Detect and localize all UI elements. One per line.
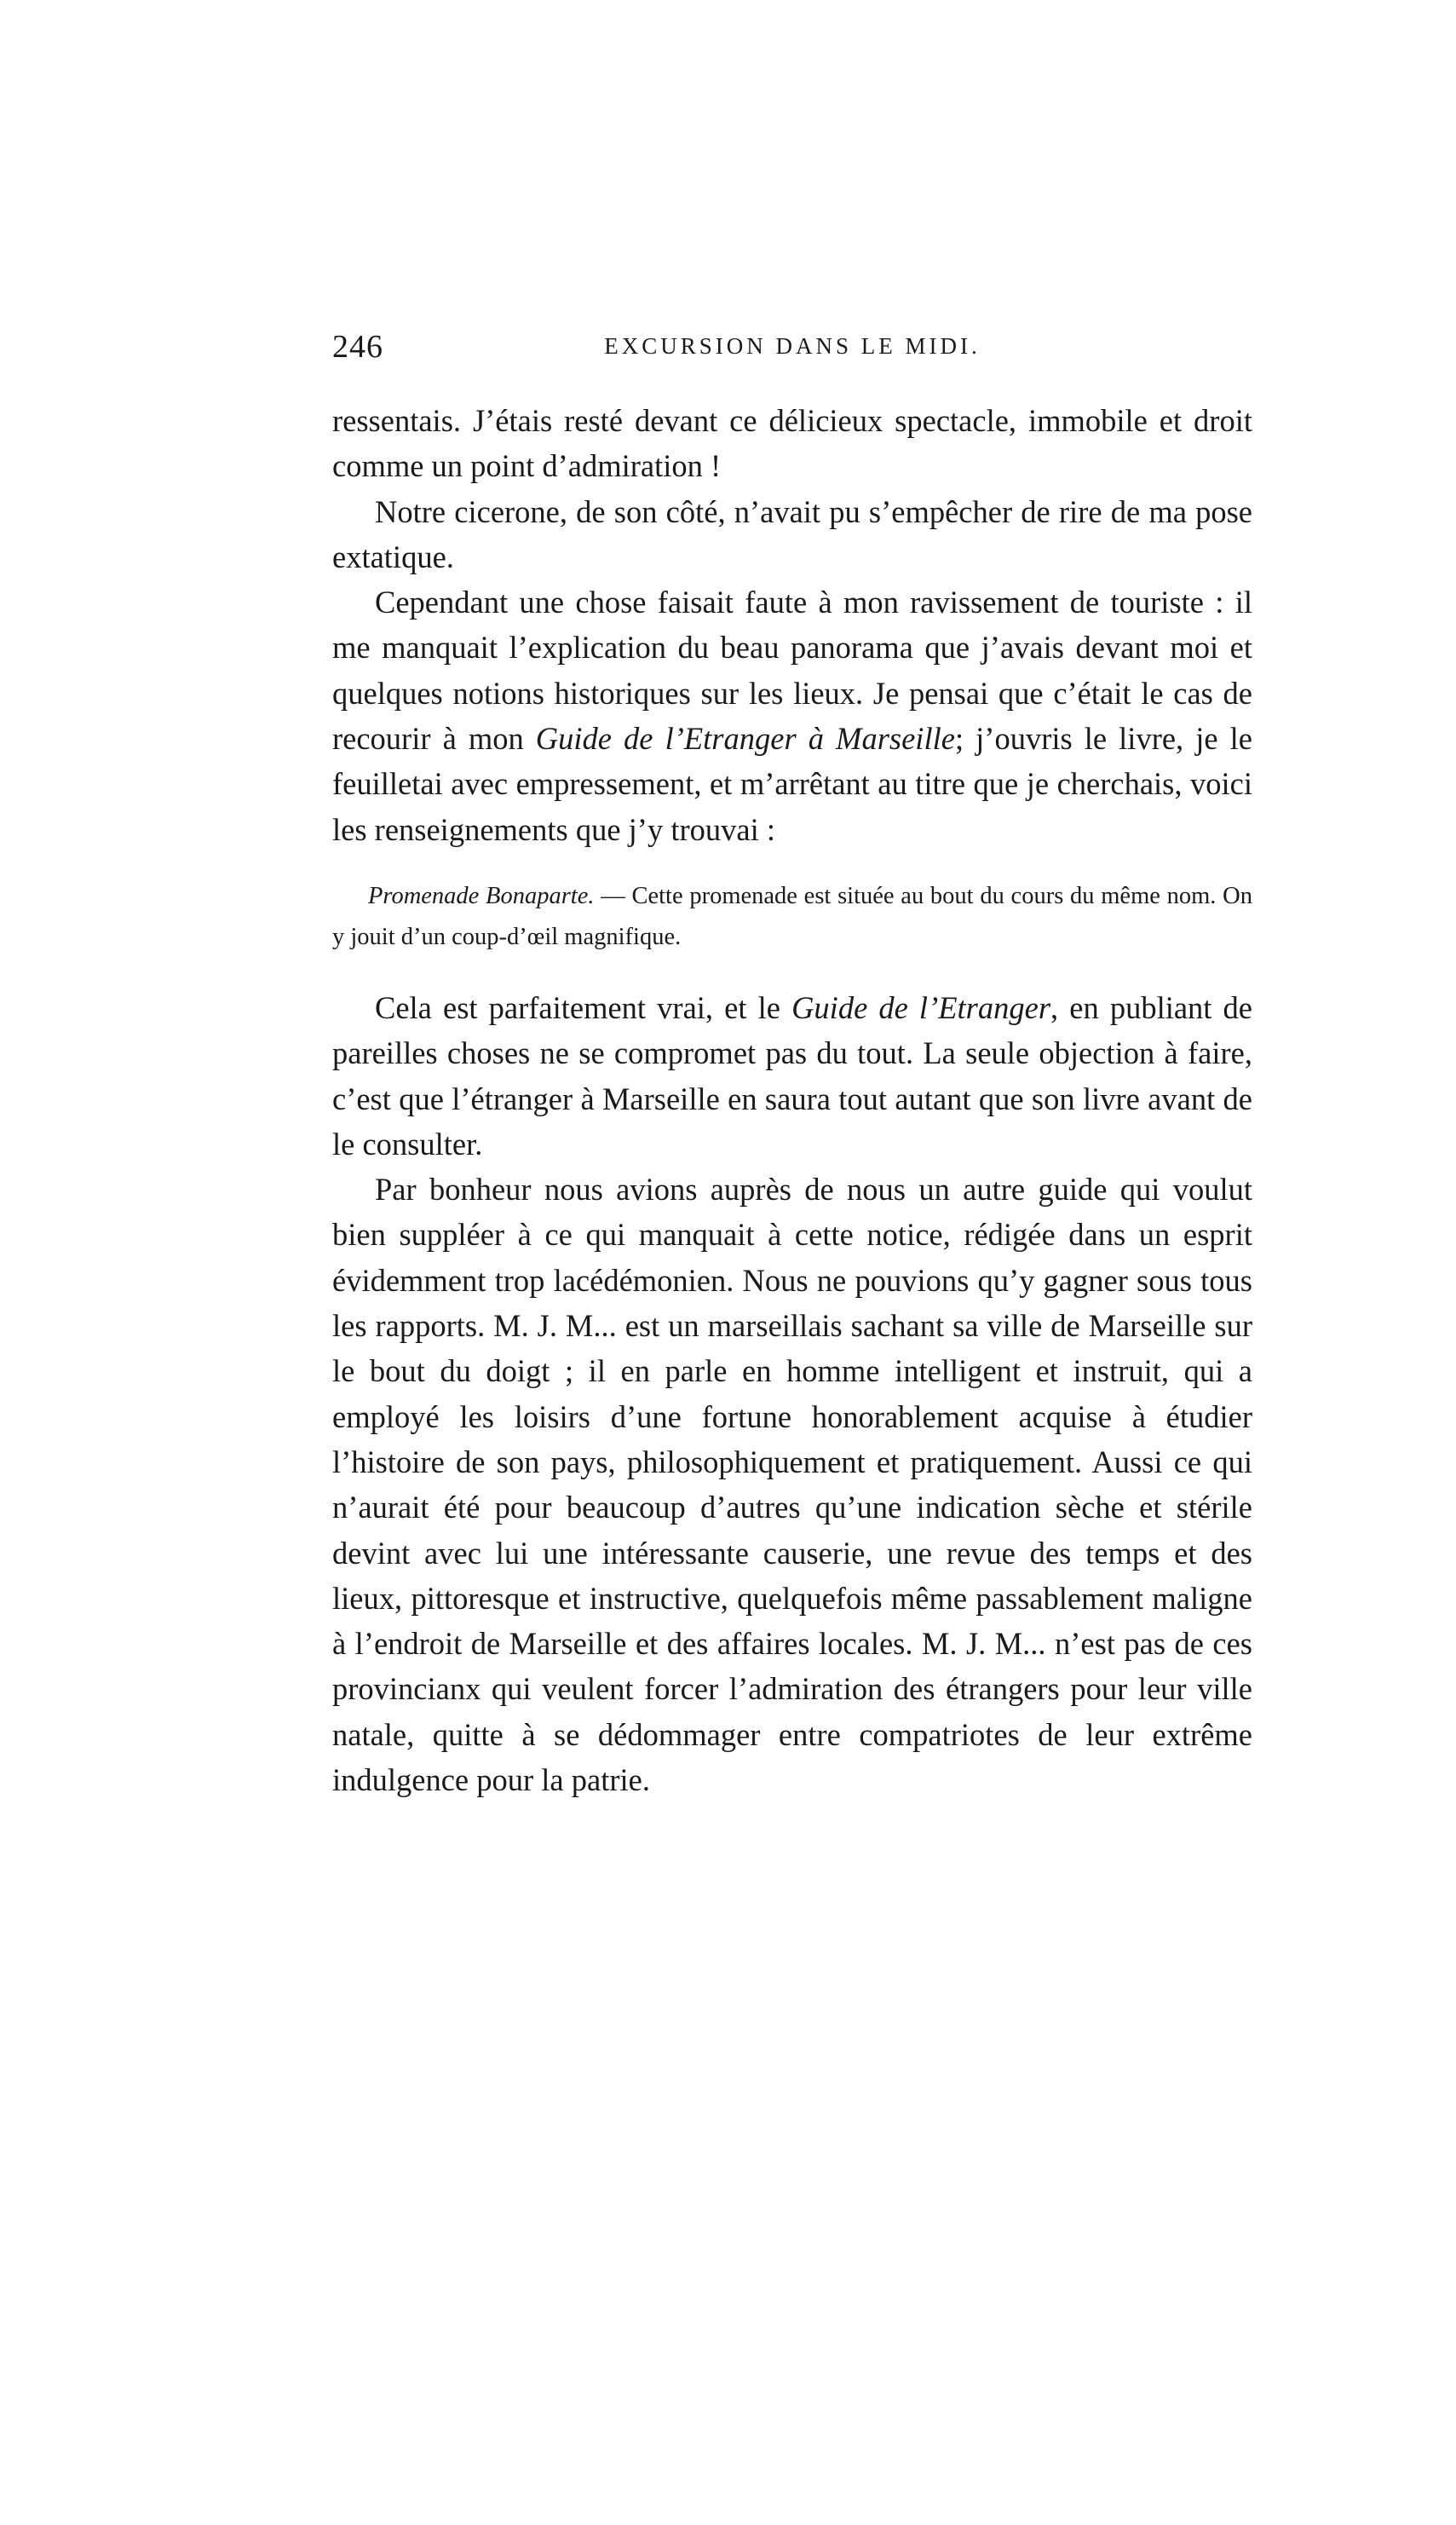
page-number: 246 — [332, 329, 383, 365]
guide-title-short: Guide de l’Etranger — [791, 989, 1051, 1025]
running-title: EXCURSION DANS LE MIDI. — [604, 333, 981, 359]
paragraph-3-text-a: Cependant une chose faisait faute à mon ravissement de touriste : il me manquait l’explication du beau panorama que j’avais devant moi et quelques notions historiques sur les lieux. Je pensai que c’était le cas de recourir à mon — [332, 585, 1252, 757]
body-text — [332, 398, 1252, 1802]
paragraph-5: Par bonheur nous avions auprès de nous un autre guide qui voulut bien suppléer à ce qui manquait à cette notice, rédigée dans un esprit évidemment trop lacédémonien. Nous ne pouvions qu’y gagner sous tous les rapports. M. J. M... est un marseillais sachant sa ville de Marseille sur le bout du doigt ; il en parle en homme intelligent et instruit, qui a employé les loisirs d’une fortune honorablement acquise à étudier l’histoire de son pays, philosophiquement et pratiquement. Aussi ce qui n’aurait été pour beaucoup d’autres qu’une indication sèche et stérile devint avec lui une intéressante causerie, une revue des temps et des lieux, pittoresque et instructive, quelquefois même passablement maligne à l’endroit de Marseille et des affaires locales. M. J. M... n’est pas de ces provincianx qui veulent forcer l’admiration des étrangers pour leur ville natale, quitte à se dédommager entre compatriotes de leur extrême indulgence pour la patrie. — [332, 1172, 1252, 1798]
paragraph-4 — [332, 985, 1252, 1167]
page-content — [332, 328, 1252, 1802]
paragraph-3-text-b: ; j’ouvris le livre, je le feuilletai avec empressement, et m’arrêtant au titre que je cherchais, voici les renseignements que j’y trouvai : — [332, 721, 1252, 847]
quotation-text: — Cette promenade est située au bout du cours du même nom. On y jouit d’un coup-d’œil magnifique. — [332, 882, 1252, 950]
paragraph-4-text-a: Cela est parfaitement vrai, et le — [375, 989, 792, 1025]
guide-title-full: Guide de l’Etranger à Marseille — [535, 721, 955, 757]
paragraph-3 — [332, 579, 1252, 852]
paragraph-1: ressentais. J’étais resté devant ce délicieux spectacle, immobile et droit comme un point d’admiration ! — [332, 403, 1252, 484]
guide-quotation — [332, 876, 1252, 958]
running-header — [332, 328, 1252, 379]
paragraph-4-text-b: , en publiant de pareilles choses ne se compromet pas du tout. La seule objection à faire, c’est que l’étranger à Marseille en saura tout autant que son livre avant de le consulter. — [332, 989, 1252, 1162]
paragraph-2: Notre cicerone, de son côté, n’avait pu s’empêcher de rire de ma pose extatique. — [332, 493, 1252, 574]
quotation-heading: Promenade Bonaparte. — [368, 882, 595, 909]
